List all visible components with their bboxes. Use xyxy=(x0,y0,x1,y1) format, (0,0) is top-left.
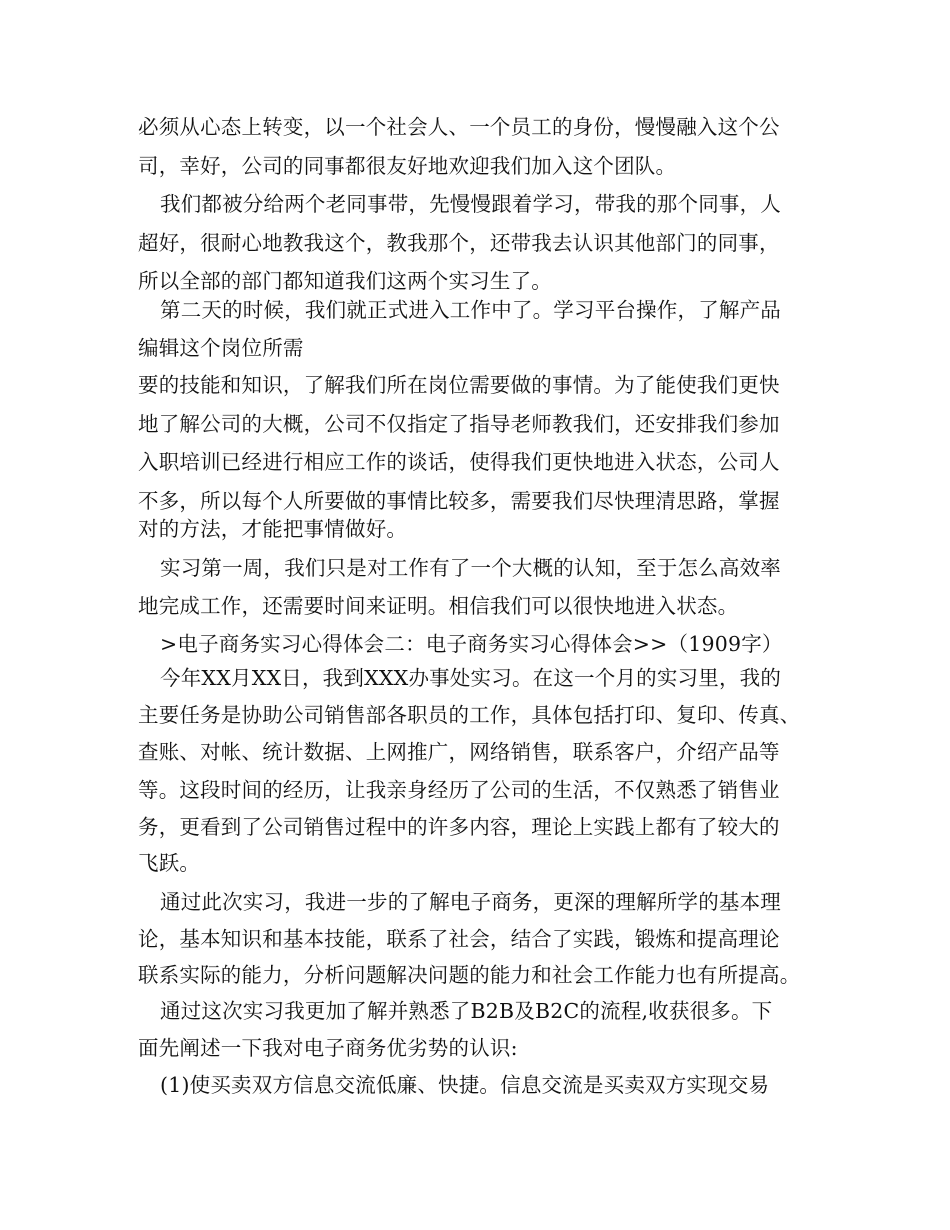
text-line: 对的方法，才能把事情做好。 xyxy=(138,517,408,541)
text-line: 飞跃。 xyxy=(138,851,201,875)
paragraph-start-line: 通过此次实习，我进一步的了解电子商务，更深的理解所学的基本理 xyxy=(160,890,781,914)
section-heading: >电子商务实习心得体会二：电子商务实习心得体会>>（1909字） xyxy=(160,632,783,656)
text-line: 务，更看到了公司销售过程中的许多内容，理论上实践上都有了较大的 xyxy=(138,815,780,839)
paragraph-start-line: 今年XX月XX日，我到XXX办事处实习。在这一个月的实习里，我的 xyxy=(160,666,782,690)
text-line: 联系实际的能力，分析问题解决问题的能力和社会工作能力也有所提高。 xyxy=(138,963,801,987)
paragraph-start-line: 第二天的时候，我们就正式进入工作中了。学习平台操作，了解产品 xyxy=(160,298,781,322)
text-line: 地完成工作，还需要时间来证明。相信我们可以很快地进入状态。 xyxy=(138,594,739,618)
text-line: 超好，很耐心地教我这个，教我那个，还带我去认识其他部门的同事， xyxy=(138,231,780,255)
text-line: 面先阐述一下我对电子商务优劣势的认识: xyxy=(138,1036,518,1060)
text-line: 编辑这个岗位所需 xyxy=(138,336,304,360)
text-line: 不多，所以每个人所要做的事情比较多，需要我们尽快理清思路，掌握 xyxy=(138,489,780,513)
text-line: 查账、对帐、统计数据、上网推广，网络销售，联系客户，介绍产品等 xyxy=(138,740,780,764)
text-line: 地了解公司的大概，公司不仅指定了指导老师教我们，还安排我们参加 xyxy=(138,412,780,436)
text-line: 所以全部的部门都知道我们这两个实习生了。 xyxy=(138,269,552,293)
paragraph-start-line: 通过这次实习我更加了解并熟悉了B2B及B2C的流程,收获很多。下 xyxy=(160,999,773,1023)
paragraph-start-line: 实习第一周，我们只是对工作有了一个大概的认知，至于怎么高效率 xyxy=(160,556,781,580)
text-line: 司，幸好，公司的同事都很友好地欢迎我们加入这个团队。 xyxy=(138,154,677,178)
text-line: 等。这段时间的经历，让我亲身经历了公司的生活，不仅熟悉了销售业 xyxy=(138,778,780,802)
list-item-line: (1)使买卖双方信息交流低廉、快捷。信息交流是买卖双方实现交易 xyxy=(160,1073,770,1097)
text-line: 入职培训已经进行相应工作的谈话，使得我们更快地进入状态，公司人 xyxy=(138,450,780,474)
text-line: 论，基本知识和基本技能，联系了社会，结合了实践，锻炼和提高理论 xyxy=(138,927,780,951)
text-line: 主要任务是协助公司销售部各职员的工作，具体包括打印、复印、传真、 xyxy=(138,703,801,727)
text-line: 要的技能和知识，了解我们所在岗位需要做的事情。为了能使我们更快 xyxy=(138,373,780,397)
text-line: 必须从心态上转变，以一个社会人、一个员工的身份，慢慢融入这个公 xyxy=(138,115,780,139)
paragraph-start-line: 我们都被分给两个老同事带，先慢慢跟着学习，带我的那个同事，人 xyxy=(160,192,781,216)
